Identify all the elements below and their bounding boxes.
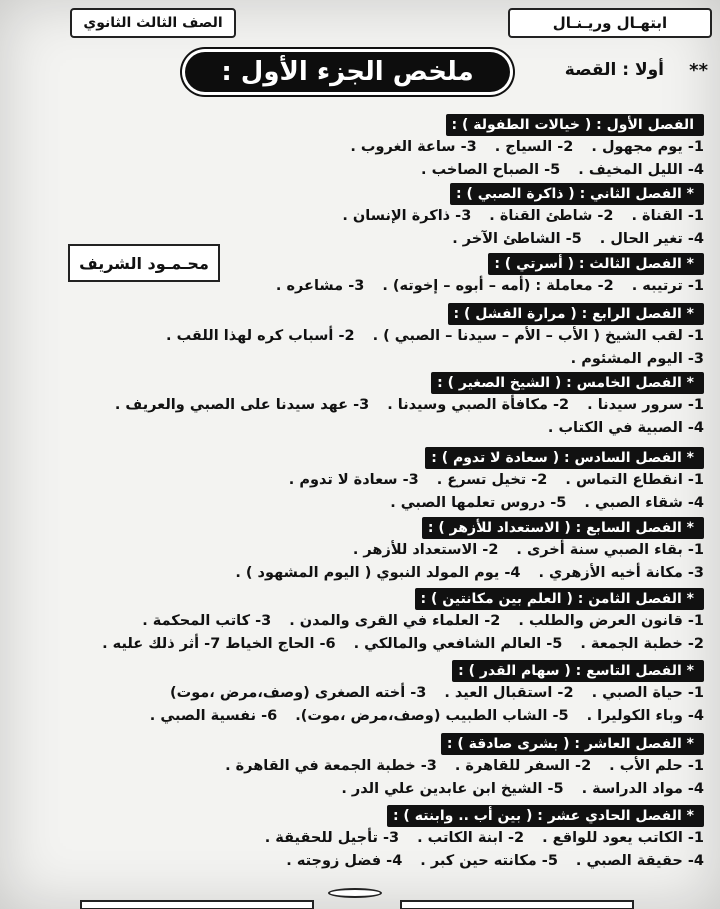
chapter-item: 5- الشاب الطبيب (وصف،مرض ،موت). [295,708,569,724]
chapter-line [14,562,704,585]
chapter-line [14,705,704,728]
chapter-item: 2- تخيل تسرع . [436,472,548,488]
chapter-item: 3- أخته الصغرى (وصف،مرض ،موت) [170,685,427,701]
chapter-item: 4- الصبية في الكتاب . [547,420,704,436]
chapter-item: 5- الصباح الصاخب . [421,162,561,178]
chapter-heading: * الفصل الثالث : ( أسرتي ) : [488,253,704,275]
chapter-line [14,610,704,633]
chapter-block [14,660,704,728]
chapter-line [14,159,704,182]
chapter-item: 1- لقب الشيخ ( الأب – الأم – سيدنا – الصبي ) . [372,328,704,344]
chapter-item: 2- السفر للقاهرة . [454,758,592,774]
chapter-block [14,114,704,182]
page-number-circle [328,888,382,898]
chapter-line [14,492,704,515]
chapter-heading: * الفصل الرابع : ( مرارة الفشل ) : [448,303,705,325]
chapter-item: 2- الاستعداد للأزهر . [352,542,499,558]
footer-frame-right [400,900,634,909]
chapter-line [14,682,704,705]
chapter-heading: * الفصل الثامن : ( العلم بين مكانتين ) : [415,588,704,610]
chapter-item: 1- انقطاع التماس . [565,472,704,488]
chapter-item: 5- العالم الشافعي والمالكي . [353,636,563,652]
chapter-block [14,733,704,801]
chapter-heading: * الفصل السادس : ( سعادة لا تدوم ) : [425,447,704,469]
chapter-line [14,417,704,440]
chapter-line [14,136,704,159]
chapter-item: 1- ترتيبه . [631,278,704,294]
chapter-item: 6- الحاج الخياط 7- أثر ذلك عليه . [102,636,336,652]
page-title [185,52,510,92]
chapter-item: 4- حقيقة الصبي . [575,853,704,869]
chapter-line [14,275,704,298]
chapter-item: 1- الكاتب يعود للواقع . [542,830,704,846]
chapter-item: 2- استقبال العيد . [444,685,574,701]
chapter-heading: * الفصل الثاني : ( ذاكرة الصبي ) : [450,183,704,205]
grade-label: الصف الثالث الثانوي [83,15,223,31]
chapter-heading: * الفصل الخامس : ( الشيخ الصغير ) : [431,372,704,394]
chapter-item: 3- تأجيل للحقيقة . [264,830,400,846]
chapter-line [14,827,704,850]
chapter-block [14,805,704,873]
chapter-line [14,850,704,873]
chapter-item: 5- الشاطئ الآخر . [452,231,582,247]
chapter-item: 3- كاتب المحكمة . [142,613,272,629]
chapter-line [14,205,704,228]
footer-frame-left [80,900,314,909]
author-name: محـمـود الشريف [79,253,209,273]
chapter-item: 3- عهد سيدنا على الصبي والعريف . [114,397,370,413]
chapter-line [14,228,704,251]
subject-title: ابتهـال وريـنـال [552,14,668,32]
chapter-item: 6- نفسية الصبي . [149,708,278,724]
chapter-item: 1- سرور سيدنا . [587,397,704,413]
chapter-line [14,394,704,417]
chapter-line [14,755,704,778]
chapter-item: 4- مواد الدراسة . [581,781,704,797]
chapter-item: 3- مشاعره . [275,278,365,294]
chapter-block [14,517,704,585]
chapter-item: 3- اليوم المشئوم . [570,351,704,367]
chapter-item: 2- خطبة الجمعة . [580,636,704,652]
chapter-line [14,633,704,656]
chapter-item: 1- قانون العرض والطلب . [518,613,704,629]
chapter-heading: * الفصل التاسع : ( سهام القدر ) : [452,660,704,682]
stars-marker: ** [689,60,708,81]
chapter-heading: الفصل الأول : ( خيالات الطفولة ) : [446,114,704,136]
chapter-item: 2- العلماء في القرى والمدن . [289,613,501,629]
chapter-item: 1- حياة الصبي . [591,685,704,701]
chapter-item: 4- فضل زوجته . [286,853,403,869]
chapter-block [14,253,704,298]
chapter-line [14,469,704,492]
chapter-heading: * الفصل العاشر : ( بشرى صادقة ) : [441,733,704,755]
page-title-text: ملخص الجزء الأول : [221,57,474,87]
chapter-item: 1- حلم الأب . [609,758,704,774]
chapter-item: 2- مكافأة الصبي وسيدنا . [387,397,570,413]
grade-box [70,8,236,38]
chapter-item: 3- ساعة الغروب . [350,139,477,155]
chapter-block [14,183,704,251]
chapter-line [14,325,704,348]
chapter-item: 3- ذاكرة الإنسان . [342,208,472,224]
chapter-item: 4- وباء الكوليرا . [586,708,704,724]
chapter-item: 3- خطبة الجمعة في القاهرة . [225,758,437,774]
chapter-block [14,372,704,440]
chapter-heading: * الفصل الحادي عشر : ( بين أب .. وابنته ) : [387,805,704,827]
section-label: أولا : القصة [564,60,664,80]
chapter-block [14,447,704,515]
chapter-item: 4- الليل المخيف . [578,162,704,178]
chapter-block [14,588,704,656]
chapter-item: 3- مكانة أخيه الأزهري . [538,565,704,581]
chapter-item: 2- السياج . [494,139,574,155]
chapter-item: 5- الشيخ ابن عابدين علي الدر . [341,781,564,797]
chapter-item: 1- بقاء الصبي سنة أخرى . [516,542,704,558]
chapter-item: 3- سعادة لا تدوم . [288,472,419,488]
chapter-item: 1- يوم مجهول . [591,139,704,155]
chapter-item: 5- مكانته حين كبر . [420,853,558,869]
chapter-line [14,778,704,801]
chapter-line [14,348,704,371]
title-row [0,48,720,98]
chapter-item: 4- شقاء الصبي . [584,495,704,511]
chapter-item: 4- تغير الحال . [599,231,704,247]
chapter-item: 2- ابنة الكاتب . [417,830,525,846]
chapter-item: 1- القناة . [631,208,704,224]
chapter-item: 2- معاملة : (أمه – أبوه – إخوته) . [382,278,614,294]
chapter-line [14,539,704,562]
chapter-heading: * الفصل السابع : ( الاستعداد للأزهر ) : [422,517,704,539]
subject-box [508,8,712,38]
chapter-item: 5- دروس تعلمها الصبي . [390,495,567,511]
chapter-item: 2- شاطئ القناة . [489,208,614,224]
chapter-block [14,303,704,371]
chapter-item: 2- أسباب كره لهذا اللقب . [166,328,355,344]
chapter-item: 4- يوم المولد النبوي ( اليوم المشهود ) . [235,565,521,581]
